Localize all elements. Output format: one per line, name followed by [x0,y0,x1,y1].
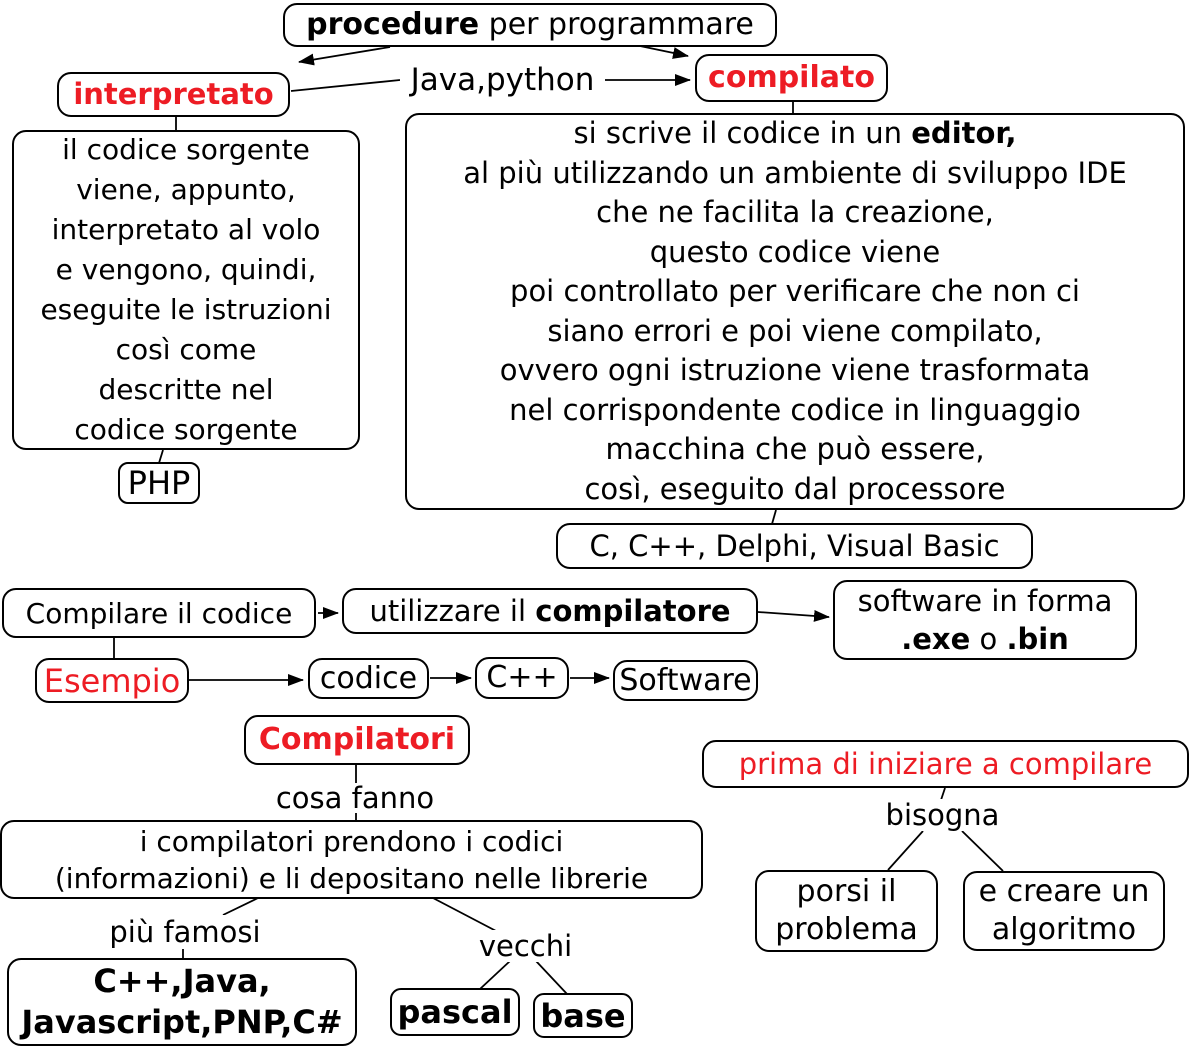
procedure-bold-label: procedure [306,7,480,43]
node-procedure [283,3,777,47]
node-software: Software [613,660,758,701]
node-compiled-languages: C, C++, Delphi, Visual Basic [556,523,1033,569]
compilato-label: compilato [708,60,875,96]
node-software-exe-bin: software in forma .exe o .bin [833,580,1137,660]
node-cpp: C++ [475,657,569,699]
node-utilizzare-il-compilatore: utilizzare il compilatore [342,588,758,634]
node-base: base [533,993,633,1038]
label-bisogna: bisogna [880,799,1005,831]
label-cosa-fanno: cosa fanno [260,783,450,813]
node-esempio: Esempio [35,658,189,703]
node-php [118,462,200,504]
label-vecchi: vecchi [473,930,578,962]
node-pascal: pascal [390,988,520,1036]
label-piu-famosi: più famosi [100,915,270,949]
node-prima-di-iniziare: prima di iniziare a compilare [702,740,1189,788]
node-famous-compilers: C++,Java, Javascript,PNP,C# [7,958,357,1046]
node-compilare-il-codice: Compilare il codice [2,588,316,638]
php-label: PHP [127,464,191,502]
node-porsi-il-problema: porsi il problema [755,870,938,952]
label-java-python: Java,python [400,63,605,97]
node-interpreted-description: il codice sorgente viene, appunto, interpretato al volo e vengono, quindi, eseguite le istruzioni così come descritte nel codice sorgente [12,130,360,450]
interpretato-label: interpretato [73,77,274,112]
node-compilato [695,54,888,102]
node-compiled-description: si scrive il codice in un editor, al più utilizzando un ambiente di sviluppo IDE che ne facilita la creazione, questo codice viene poi controllato per verificare che non ci siano errori e poi viene compilato, ovvero ogni istruzione viene trasformata nel corrispondente codice in linguaggio macchina che può essere, così, eseguito dal processore [405,113,1185,510]
node-creare-un-algoritmo: e creare un algoritmo [963,871,1165,951]
procedure-rest-label: per programmare [479,7,754,43]
node-compilers-description: i compilatori prendono i codici (informazioni) e li depositano nelle librerie [0,820,703,899]
node-compilatori: Compilatori [244,715,470,765]
node-codice: codice [308,658,429,699]
node-interpretato [57,72,290,117]
